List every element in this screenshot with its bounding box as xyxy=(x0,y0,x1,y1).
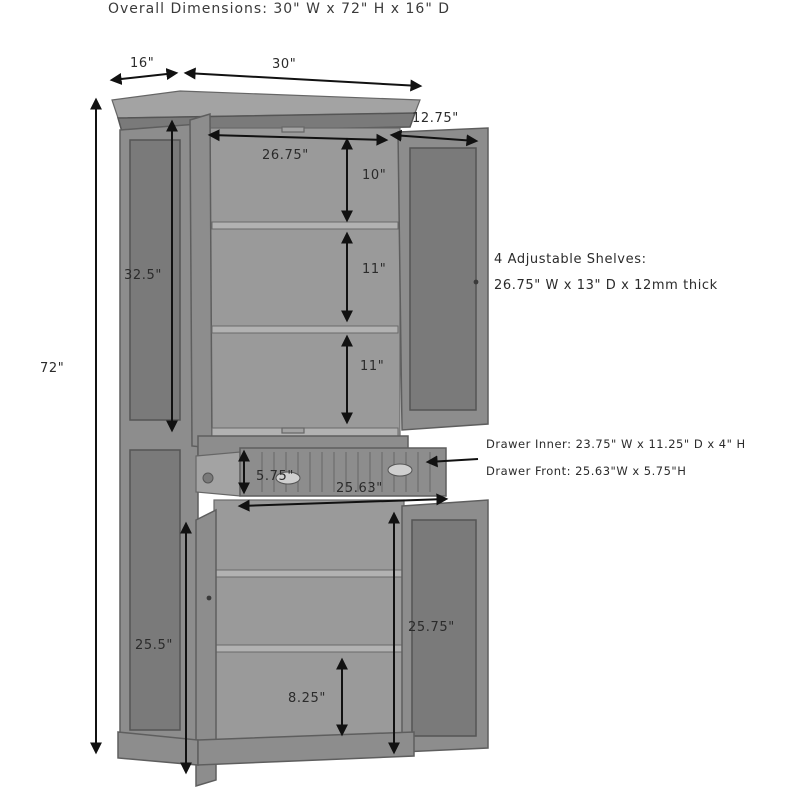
door-knob xyxy=(474,280,479,285)
shelves-note-line1: 4 Adjustable Shelves: xyxy=(494,252,647,267)
shelf-2 xyxy=(212,326,398,333)
page-title: Overall Dimensions: 30" W x 72" H x 16" D xyxy=(108,1,450,17)
door-width-label: 12.75" xyxy=(412,111,459,126)
width-label: 30" xyxy=(272,57,297,72)
drawer-handle-right xyxy=(388,464,412,476)
width-dim-line xyxy=(186,73,420,86)
inner-width-label: 26.75" xyxy=(262,148,309,163)
upper-height-label: 32.5" xyxy=(124,268,162,283)
shelf-1 xyxy=(212,222,398,229)
lower-shelf xyxy=(216,570,402,577)
drawer-width-label: 25.63" xyxy=(336,481,383,496)
shelf-gap-top-label: 10" xyxy=(362,168,387,183)
lower-interior xyxy=(214,500,404,750)
depth-label: 16" xyxy=(130,56,155,71)
depth-dim-line xyxy=(112,73,176,80)
drawer-body xyxy=(196,452,240,496)
spec-notes xyxy=(486,252,746,478)
lower-shelf-gap-label: 8.25" xyxy=(288,691,326,706)
lower-door-height-label: 25.75" xyxy=(408,620,455,635)
shelf-gap-mid-label: 11" xyxy=(362,262,387,277)
upper-left-door xyxy=(190,114,212,448)
shelf-gap-low-label: 11" xyxy=(360,359,385,374)
shelves-note-line2: 26.75" W x 13" D x 12mm thick xyxy=(494,278,718,293)
cabinet-illustration xyxy=(112,91,488,786)
shelf-base-upper xyxy=(212,428,398,436)
height-label: 72" xyxy=(40,361,65,376)
drawer-front-note: Drawer Front: 25.63"W x 5.75"H xyxy=(486,464,687,478)
drawer-inner-note: Drawer Inner: 23.75" W x 11.25" D x 4" H xyxy=(486,437,746,451)
lower-height-label: 25.5" xyxy=(135,638,173,653)
drawer-height-label: 5.75" xyxy=(256,469,294,484)
